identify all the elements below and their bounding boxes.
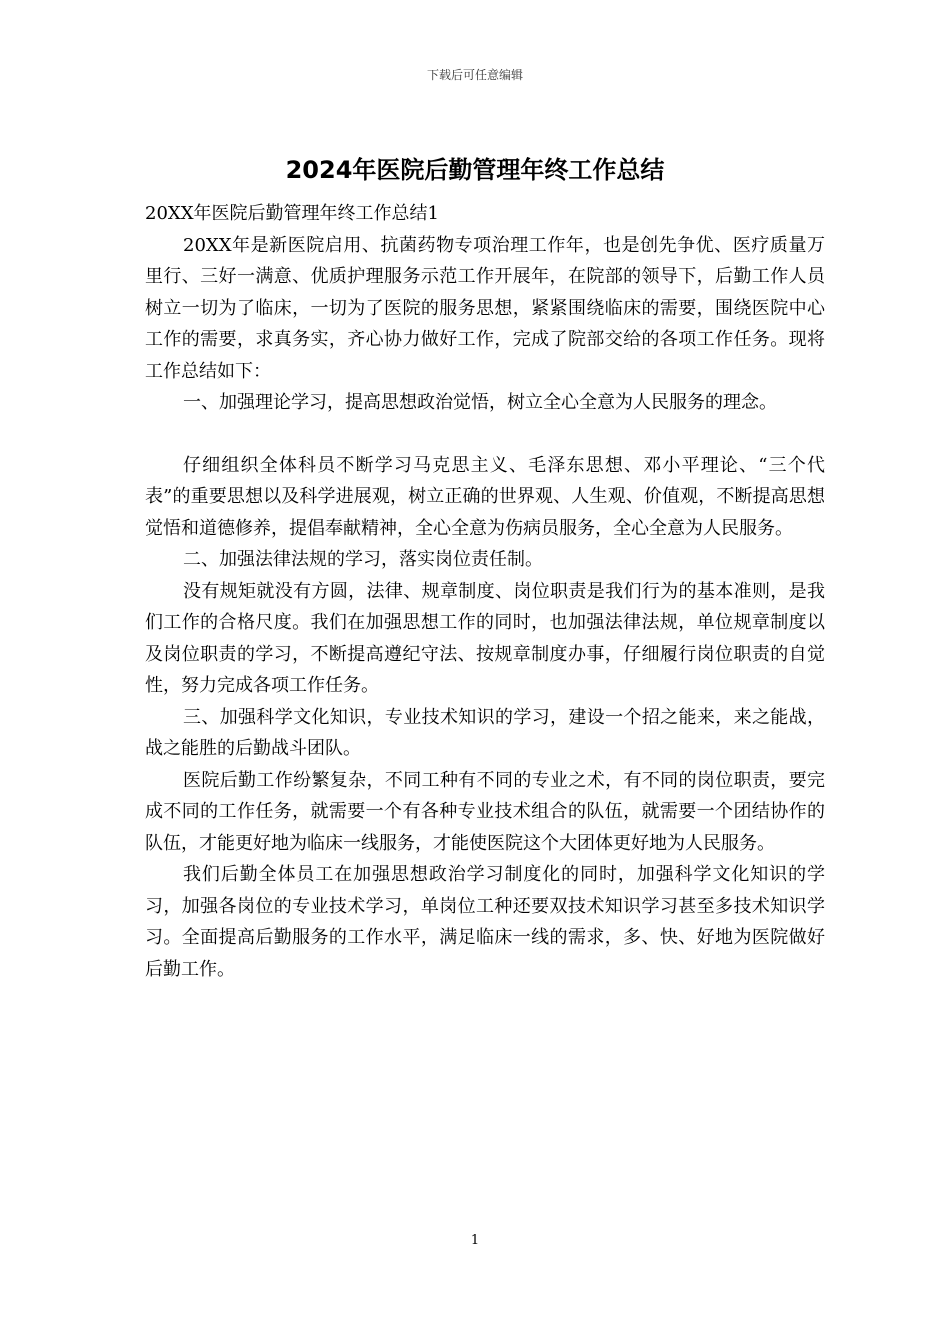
paragraph-section-3: 医院后勤工作纷繁复杂，不同工种有不同的专业之术，有不同的岗位职责，要完成不同的工作任务，就需要一个有各种专业技术组合的队伍，就需要一个团结协作的队伍，才能更好地为临床一线服务，才能使医院这个大团体更好地为人民服务。 (145, 769, 825, 854)
section-heading-2: 二、加强法律法规的学习，落实岗位责任制。 (183, 549, 543, 570)
section-heading-1: 一、加强理论学习，提高思想政治觉悟，树立全心全意为人民服务的理念。 (183, 392, 777, 413)
document-subtitle: 20XX年医院后勤管理年终工作总结1 (145, 203, 439, 224)
paragraph-section-2: 没有规矩就没有方圆，法律、规章制度、岗位职责是我们行为的基本准则，是我们工作的合格尺度。我们在加强思想工作的同时，也加强法律法规，单位规章制度以及岗位职责的学习，不断提高遵纪守法、按规章制度办事，仔细履行岗位职责的自觉性，努力完成各项工作任务。 (145, 580, 825, 696)
document-body (145, 198, 825, 985)
header-note: 下载后可任意编辑 (426, 68, 523, 82)
document-title: 2024年医院后勤管理年终工作总结 (285, 156, 665, 184)
paragraph-intro: 20XX年是新医院启用、抗菌药物专项治理工作年，也是创先争优、医疗质量万里行、三好一满意、优质护理服务示范工作开展年，在院部的领导下，后勤工作人员树立一切为了临床，一切为了医院的服务思想，紧紧围绕临床的需要，围绕医院中心工作的需要，求真务实，齐心协力做好工作，完成了院部交给的各项工作任务。现将工作总结如下： (145, 234, 825, 382)
paragraph-section-3-b: 我们后勤全体员工在加强思想政治学习制度化的同时，加强科学文化知识的学习，加强各岗位的专业技术学习，单岗位工种还要双技术知识学习甚至多技术知识学习。全面提高后勤服务的工作水平，满足临床一线的需求，多、快、好地为医院做好后勤工作。 (145, 864, 825, 980)
section-heading-3: 三、加强科学文化知识，专业技术知识的学习，建设一个招之能来，来之能战，战之能胜的后勤战斗团队。 (145, 706, 825, 759)
paragraph-section-1: 仔细组织全体科员不断学习马克思主义、毛泽东思想、邓小平理论、“三个代表”的重要思想以及科学进展观，树立正确的世界观、人生观、价值观，不断提高思想觉悟和道德修养，提倡奉献精神，全心全意为伤病员服务，全心全意为人民服务。 (145, 454, 825, 539)
page-number: 1 (470, 1233, 480, 1248)
